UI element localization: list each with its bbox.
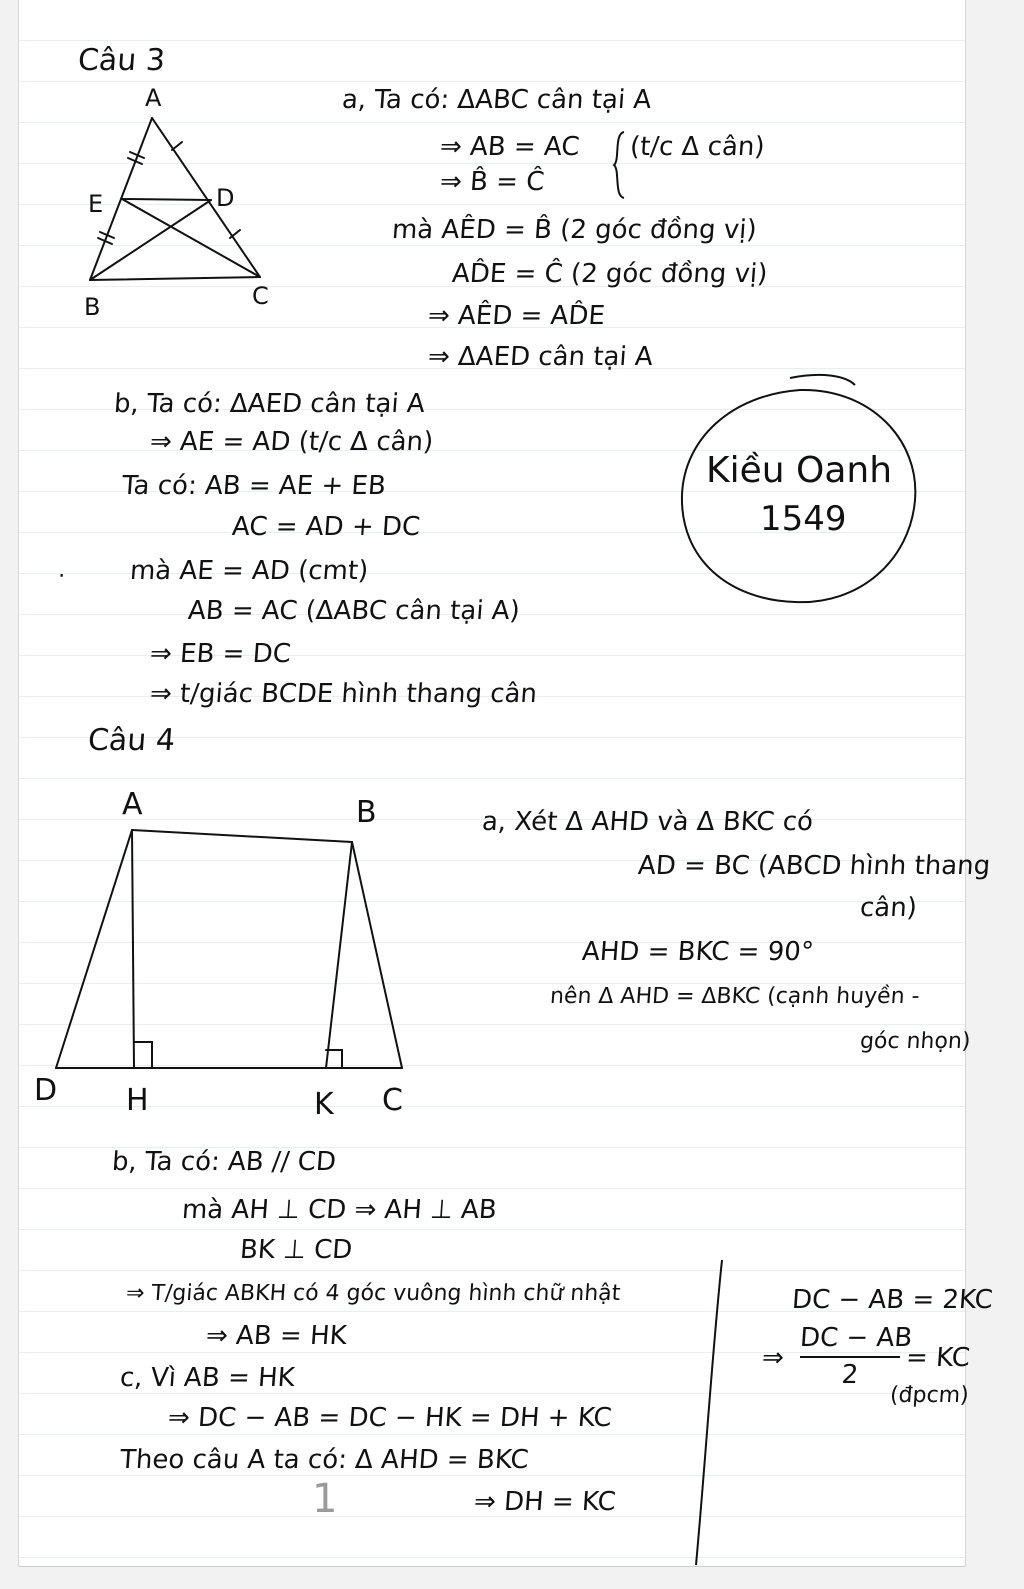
signature-stamp xyxy=(670,370,930,620)
side-note-fraction xyxy=(798,1323,914,1390)
label-D: D xyxy=(34,1073,58,1108)
label-A: A xyxy=(122,787,143,822)
side-BC xyxy=(352,842,402,1068)
cau4-a-line-6: góc nhọn) xyxy=(859,1029,972,1054)
label-D: D xyxy=(216,184,235,212)
side-AC xyxy=(152,118,260,277)
stamp-name: Kiều Oanh xyxy=(706,450,893,491)
cau4-a-line-5: nên Δ AHD = ΔBKC (cạnh huyền - xyxy=(549,984,921,1009)
cau4-c-line-2: ⇒ DC − AB = DC − HK = DH + KC xyxy=(166,1403,613,1433)
cau3-heading: Câu 3 xyxy=(76,43,167,78)
cau4-a-line-4: AHD = BKC = 90° xyxy=(580,937,815,967)
cau3-a-line-7: ⇒ ΔAED cân tại A xyxy=(426,342,654,372)
label-C: C xyxy=(252,282,269,310)
cau3-b-line-8: ⇒ t/giác BCDE hình thang cân xyxy=(148,679,539,709)
segment-ED xyxy=(122,199,211,200)
cau3-b-line-1: b, Ta có: ΔAED cân tại A xyxy=(112,389,426,419)
cau3-b-line-6: AB = AC (ΔABC cân tại A) xyxy=(186,596,521,626)
cau3-a-brace-note: (t/c Δ cân) xyxy=(628,132,766,162)
cau4-a-line-1: a, Xét Δ AHD và Δ BKC có xyxy=(480,807,815,837)
cau4-a-line-2: AD = BC (ABCD hình thang xyxy=(636,851,992,881)
cau4-b-line-4: ⇒ T/giác ABKH có 4 góc vuông hình chữ nhật xyxy=(125,1281,622,1306)
label-H: H xyxy=(126,1083,149,1118)
cau3-a-line-2: ⇒ AB = AC xyxy=(438,132,581,162)
label-K: K xyxy=(314,1087,334,1122)
cau3-a-line-4: mà AÊD = B̂ (2 góc đồng vị) xyxy=(390,215,758,245)
cau4-b-line-1: b, Ta có: AB // CD xyxy=(110,1147,337,1177)
trapezoid-figure xyxy=(30,780,410,1130)
cau3-a-line-3: ⇒ B̂ = Ĉ xyxy=(438,167,546,197)
cau4-heading: Câu 4 xyxy=(86,723,177,758)
side-note-arrow: ⇒ xyxy=(760,1343,785,1373)
margin-divider xyxy=(682,1255,742,1575)
segment-EC xyxy=(122,199,260,277)
cau3-a-line-6: ⇒ AÊD = AD̂E xyxy=(426,301,606,331)
cau4-c-line-1: c, Vì AB = HK xyxy=(118,1363,296,1393)
cau3-a-line-5: AD̂E = Ĉ (2 góc đồng vị) xyxy=(450,259,769,289)
side-note-rhs: = KC xyxy=(904,1343,971,1373)
cau4-c-line-3: Theo câu A ta có: Δ AHD = BKC xyxy=(118,1445,530,1475)
cau4-c-line-4: ⇒ DH = KC xyxy=(472,1487,617,1517)
brace xyxy=(610,130,630,200)
cau3-b-line-5: mà AE = AD (cmt) xyxy=(128,556,370,586)
altitude-AH xyxy=(132,830,134,1068)
side-AB xyxy=(132,830,352,842)
cau3-b-line-3: Ta có: AB = AE + EB xyxy=(120,471,387,501)
triangle-figure xyxy=(70,80,310,320)
stray-mark: · xyxy=(57,564,66,589)
side-note-line-1: DC − AB = 2KC xyxy=(790,1285,994,1315)
side-note-end: (đpcm) xyxy=(889,1383,970,1408)
label-B: B xyxy=(356,795,377,830)
altitude-BK xyxy=(326,842,352,1068)
page-number: 1 xyxy=(312,1476,338,1522)
side-BC xyxy=(90,277,260,280)
stamp-number: 1549 xyxy=(760,499,847,539)
cau3-b-line-7: ⇒ EB = DC xyxy=(148,639,292,669)
cau3-b-line-4: AC = AD + DC xyxy=(230,512,422,542)
cau4-b-line-3: BK ⊥ CD xyxy=(238,1235,354,1265)
fraction-denominator: 2 xyxy=(840,1359,860,1390)
cau3-b-line-2: ⇒ AE = AD (t/c Δ cân) xyxy=(148,427,435,457)
cau4-b-line-2: mà AH ⊥ CD ⇒ AH ⊥ AB xyxy=(180,1195,498,1225)
label-B: B xyxy=(84,293,101,320)
cau4-b-line-5: ⇒ AB = HK xyxy=(204,1321,348,1351)
cau4-a-line-3: cân) xyxy=(858,893,918,923)
label-E: E xyxy=(88,190,104,218)
fraction-numerator: DC − AB xyxy=(798,1323,914,1353)
label-C: C xyxy=(382,1083,403,1118)
cau3-a-line-1: a, Ta có: ΔABC cân tại A xyxy=(340,85,653,115)
side-AD xyxy=(56,830,132,1068)
label-A: A xyxy=(145,84,162,112)
